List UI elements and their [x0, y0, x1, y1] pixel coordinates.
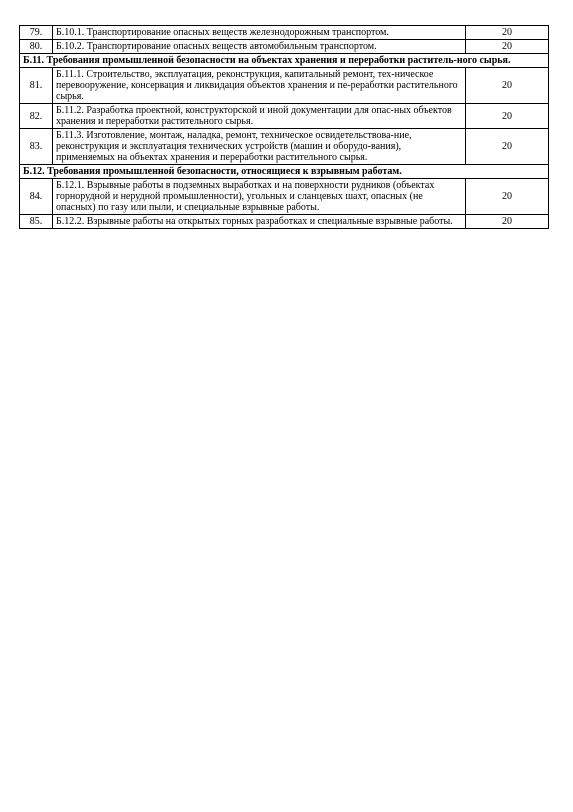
row-description: Б.11.1. Строительство, эксплуатация, реконструкция, капитальный ремонт, тех-ническое перевооружение, консервация и ликвидация объектов хранения и пе-реработки растительного сырья. [53, 68, 466, 104]
row-description: Б.11.3. Изготовление, монтаж, наладка, ремонт, техническое освидетельствова-ние, реконструкция и эксплуатация технических устройств (машин и оборудо-вания), применяемых на объектах хранения и переработки растительного сырья. [53, 129, 466, 165]
row-description: Б.11.2. Разработка проектной, конструкторской и иной документации для опас-ных объектов хранения и переработки растительного сырья. [53, 104, 466, 129]
row-value: 20 [466, 40, 549, 54]
row-number: 85. [20, 215, 53, 229]
row-value: 20 [466, 104, 549, 129]
row-description: Б.12.2. Взрывные работы на открытых горных разработках и специальные взрывные работы. [53, 215, 466, 229]
row-number: 80. [20, 40, 53, 54]
table-row [20, 68, 549, 104]
row-description: Б.10.2. Транспортирование опасных веществ автомобильным транспортом. [53, 40, 466, 54]
row-number: 79. [20, 26, 53, 40]
table-row [20, 129, 549, 165]
row-value: 20 [466, 68, 549, 104]
section-title: Б.12. Требования промышленной безопасности, относящиеся к взрывным работам. [20, 165, 549, 179]
row-value: 20 [466, 129, 549, 165]
table-row [20, 104, 549, 129]
table-row [20, 26, 549, 40]
row-number: 81. [20, 68, 53, 104]
requirements-table [19, 25, 549, 229]
row-number: 82. [20, 104, 53, 129]
row-description: Б.10.1. Транспортирование опасных веществ железнодорожным транспортом. [53, 26, 466, 40]
row-value: 20 [466, 179, 549, 215]
row-value: 20 [466, 215, 549, 229]
row-number: 83. [20, 129, 53, 165]
row-description: Б.12.1. Взрывные работы в подземных выработках и на поверхности рудников (объектах горнорудной и нерудной промышленности), угольных и сланцевых шахт, опасных (не опасных) по газу или пыли, и специальные взрывные работы. [53, 179, 466, 215]
table-row [20, 215, 549, 229]
table-row [20, 40, 549, 54]
section-header-row [20, 165, 549, 179]
table-row [20, 179, 549, 215]
section-title: Б.11. Требования промышленной безопасности на объектах хранения и переработки раститель-ного сырья. [20, 54, 549, 68]
row-number: 84. [20, 179, 53, 215]
row-value: 20 [466, 26, 549, 40]
table-body [20, 26, 549, 229]
section-header-row [20, 54, 549, 68]
